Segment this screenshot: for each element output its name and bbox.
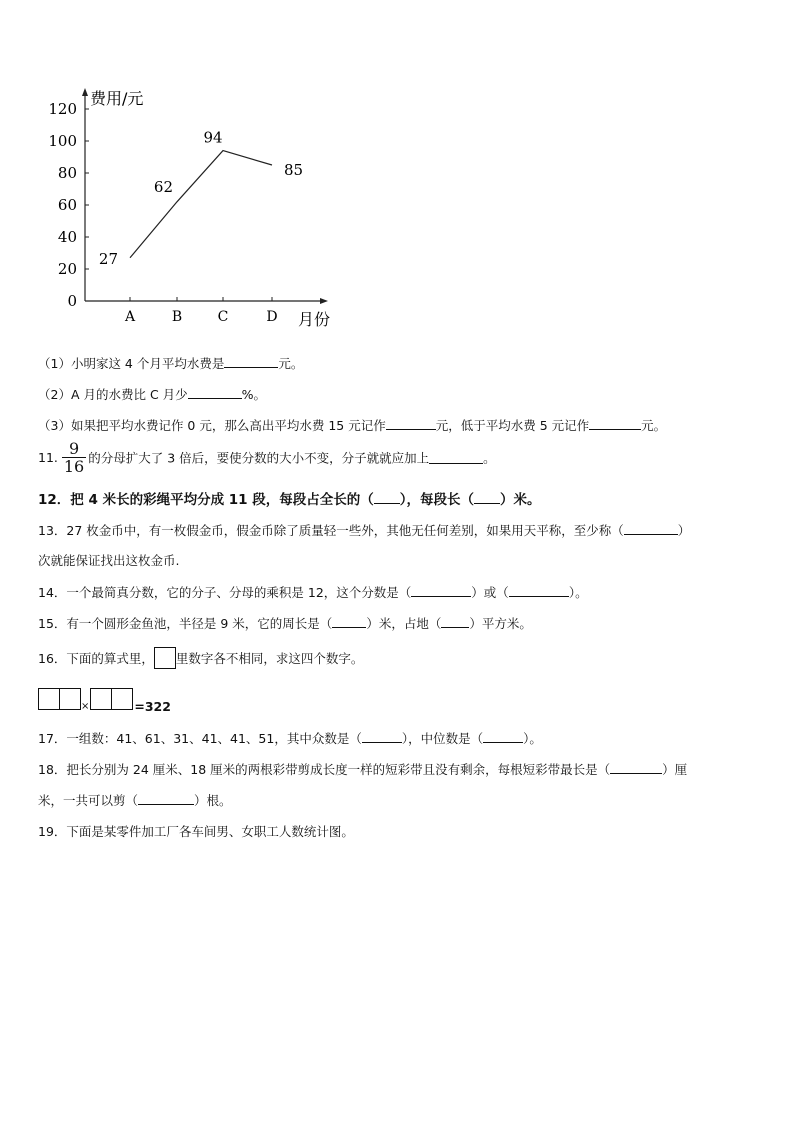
q14-text-a: 14．一个最简真分数，它的分子、分母的乘积是 12，这个分数是（ [38,585,412,600]
digit-box[interactable] [59,688,81,710]
answer-blank[interactable] [441,615,469,628]
equation-result: =322 [134,699,171,714]
question-13-line-1 [38,521,690,539]
q18-text-2b: ）根。 [194,793,232,808]
digit-box-legend [154,647,176,669]
question-16 [38,647,363,669]
series-line [130,151,272,258]
water-fee-line-chart [40,80,360,340]
q13-tail: ） [677,523,691,538]
data-label: 94 [203,128,223,147]
y-tick-label: 0 [67,292,77,310]
question-11 [38,440,496,475]
q15-text-a: 15．有一个圆形金鱼池，半径是 9 米，它的周长是（ [38,616,333,631]
y-tick-label: 40 [57,228,77,246]
q10-3-text-c: 元。 [641,418,667,433]
equation-boxes [38,688,80,710]
digit-box[interactable] [90,688,112,710]
x-tick-label: D [266,309,278,325]
x-tick-label: B [171,309,183,325]
answer-blank[interactable] [332,615,366,628]
answer-blank[interactable] [589,417,641,430]
q11-text: 的分母扩大了 3 倍后，要使分数的大小不变，分子就就应加上 [88,450,430,466]
q16-text-a: 16．下面的算式里， [38,651,154,666]
q10-3-text-a: （3）如果把平均水费记作 0 元，那么高出平均水费 15 元记作 [38,418,386,433]
digit-box[interactable] [38,688,60,710]
question-18-line-2 [38,791,232,809]
x-axis-label: 月份 [298,310,331,329]
q18-tail: ）厘 [662,762,688,777]
q15-text-b: ）米，占地（ [366,616,442,631]
fraction-9-16 [62,440,86,475]
q13-text-2: 次就能保证找出这枚金币. [38,553,180,568]
q10-1-tail: 元。 [278,356,304,371]
data-label: 85 [284,161,304,179]
y-tick-label: 100 [48,132,77,150]
q17-text-a: 17．一组数：41、61、31、41、41、51，其中众数是（ [38,731,362,746]
q12-text-c: ）米。 [500,492,541,508]
y-tick-label: 60 [57,196,77,214]
answer-blank[interactable] [188,386,242,399]
q10-1-text: （1）小明家这 4 个月平均水费是 [38,356,225,371]
q18-text: 18．把长分别为 24 厘米、18 厘米的两根彩带剪成长度一样的短彩带且没有剩余，每根短彩带最长是（ [38,762,611,777]
x-tick-label: C [217,309,229,325]
fraction-numerator: 9 [62,440,86,458]
answer-blank[interactable] [138,792,194,805]
answer-blank[interactable] [474,491,500,504]
q10-3-text-b: 元，低于平均水费 5 元记作 [435,418,590,433]
q19-text: 19．下面是某零件加工厂各车间男、女职工人数统计图。 [38,824,354,839]
q18-text-2a: 米，一共可以剪（ [38,793,139,808]
answer-blank[interactable] [509,584,569,597]
answer-blank[interactable] [610,761,662,774]
answer-blank[interactable] [483,730,523,743]
q11-tail: 。 [483,450,496,466]
x-axis-arrow [320,298,328,304]
q17-text-b: ），中位数是（ [401,731,484,746]
question-14 [38,583,588,601]
q15-text-c: ）平方米。 [469,616,532,631]
y-tick-label: 120 [48,100,77,118]
y-tick-label: 20 [57,260,77,278]
q10-2-tail: %。 [241,387,267,402]
q14-text-b: ）或（ [471,585,509,600]
chart-ticks [48,100,277,325]
answer-blank[interactable] [362,730,402,743]
answer-blank[interactable] [374,491,400,504]
q10-2-text: （2）A 月的水费比 C 月少 [38,387,188,402]
x-tick-label: A [124,309,136,325]
fraction-denominator: 16 [63,457,85,476]
answer-blank[interactable] [386,417,436,430]
answer-blank[interactable] [624,522,678,535]
answer-blank[interactable] [411,584,471,597]
y-axis-arrow [82,88,88,96]
question-15 [38,614,532,632]
question-19 [38,822,354,840]
answer-blank[interactable] [224,355,278,368]
q13-text: 13．27 枚金币中，有一枚假金币，假金币除了质量轻一些外，其他无任何差别，如果用天平称，至少称（ [38,523,624,538]
q16-text-b: 里数字各不相同，求这四个数字。 [175,651,364,666]
answer-blank[interactable] [429,451,483,464]
question-10-2 [38,385,266,403]
y-axis-label: 费用/元 [90,89,144,108]
chart-series [99,129,303,268]
equation-row [38,688,171,714]
question-10-1 [38,354,303,372]
question-18-line-1 [38,760,687,778]
q12-text-b: ），每段长（ [399,492,475,508]
times-sign: × [81,701,90,712]
question-13-line-2 [38,551,179,569]
q11-number: 11. [38,450,58,465]
q12-text-a: 12．把 4 米长的彩绳平均分成 11 段，每段占全长的（ [38,492,374,508]
equation-boxes [90,688,132,710]
question-10-3 [38,416,666,434]
data-label: 62 [153,177,173,196]
digit-box[interactable] [111,688,133,710]
y-tick-label: 80 [57,164,77,182]
question-17 [38,729,542,747]
chart-axes [82,88,328,304]
question-12 [38,488,541,508]
data-label: 27 [98,249,118,268]
q14-text-c: ）。 [568,585,588,600]
q17-text-c: ）。 [523,731,542,746]
